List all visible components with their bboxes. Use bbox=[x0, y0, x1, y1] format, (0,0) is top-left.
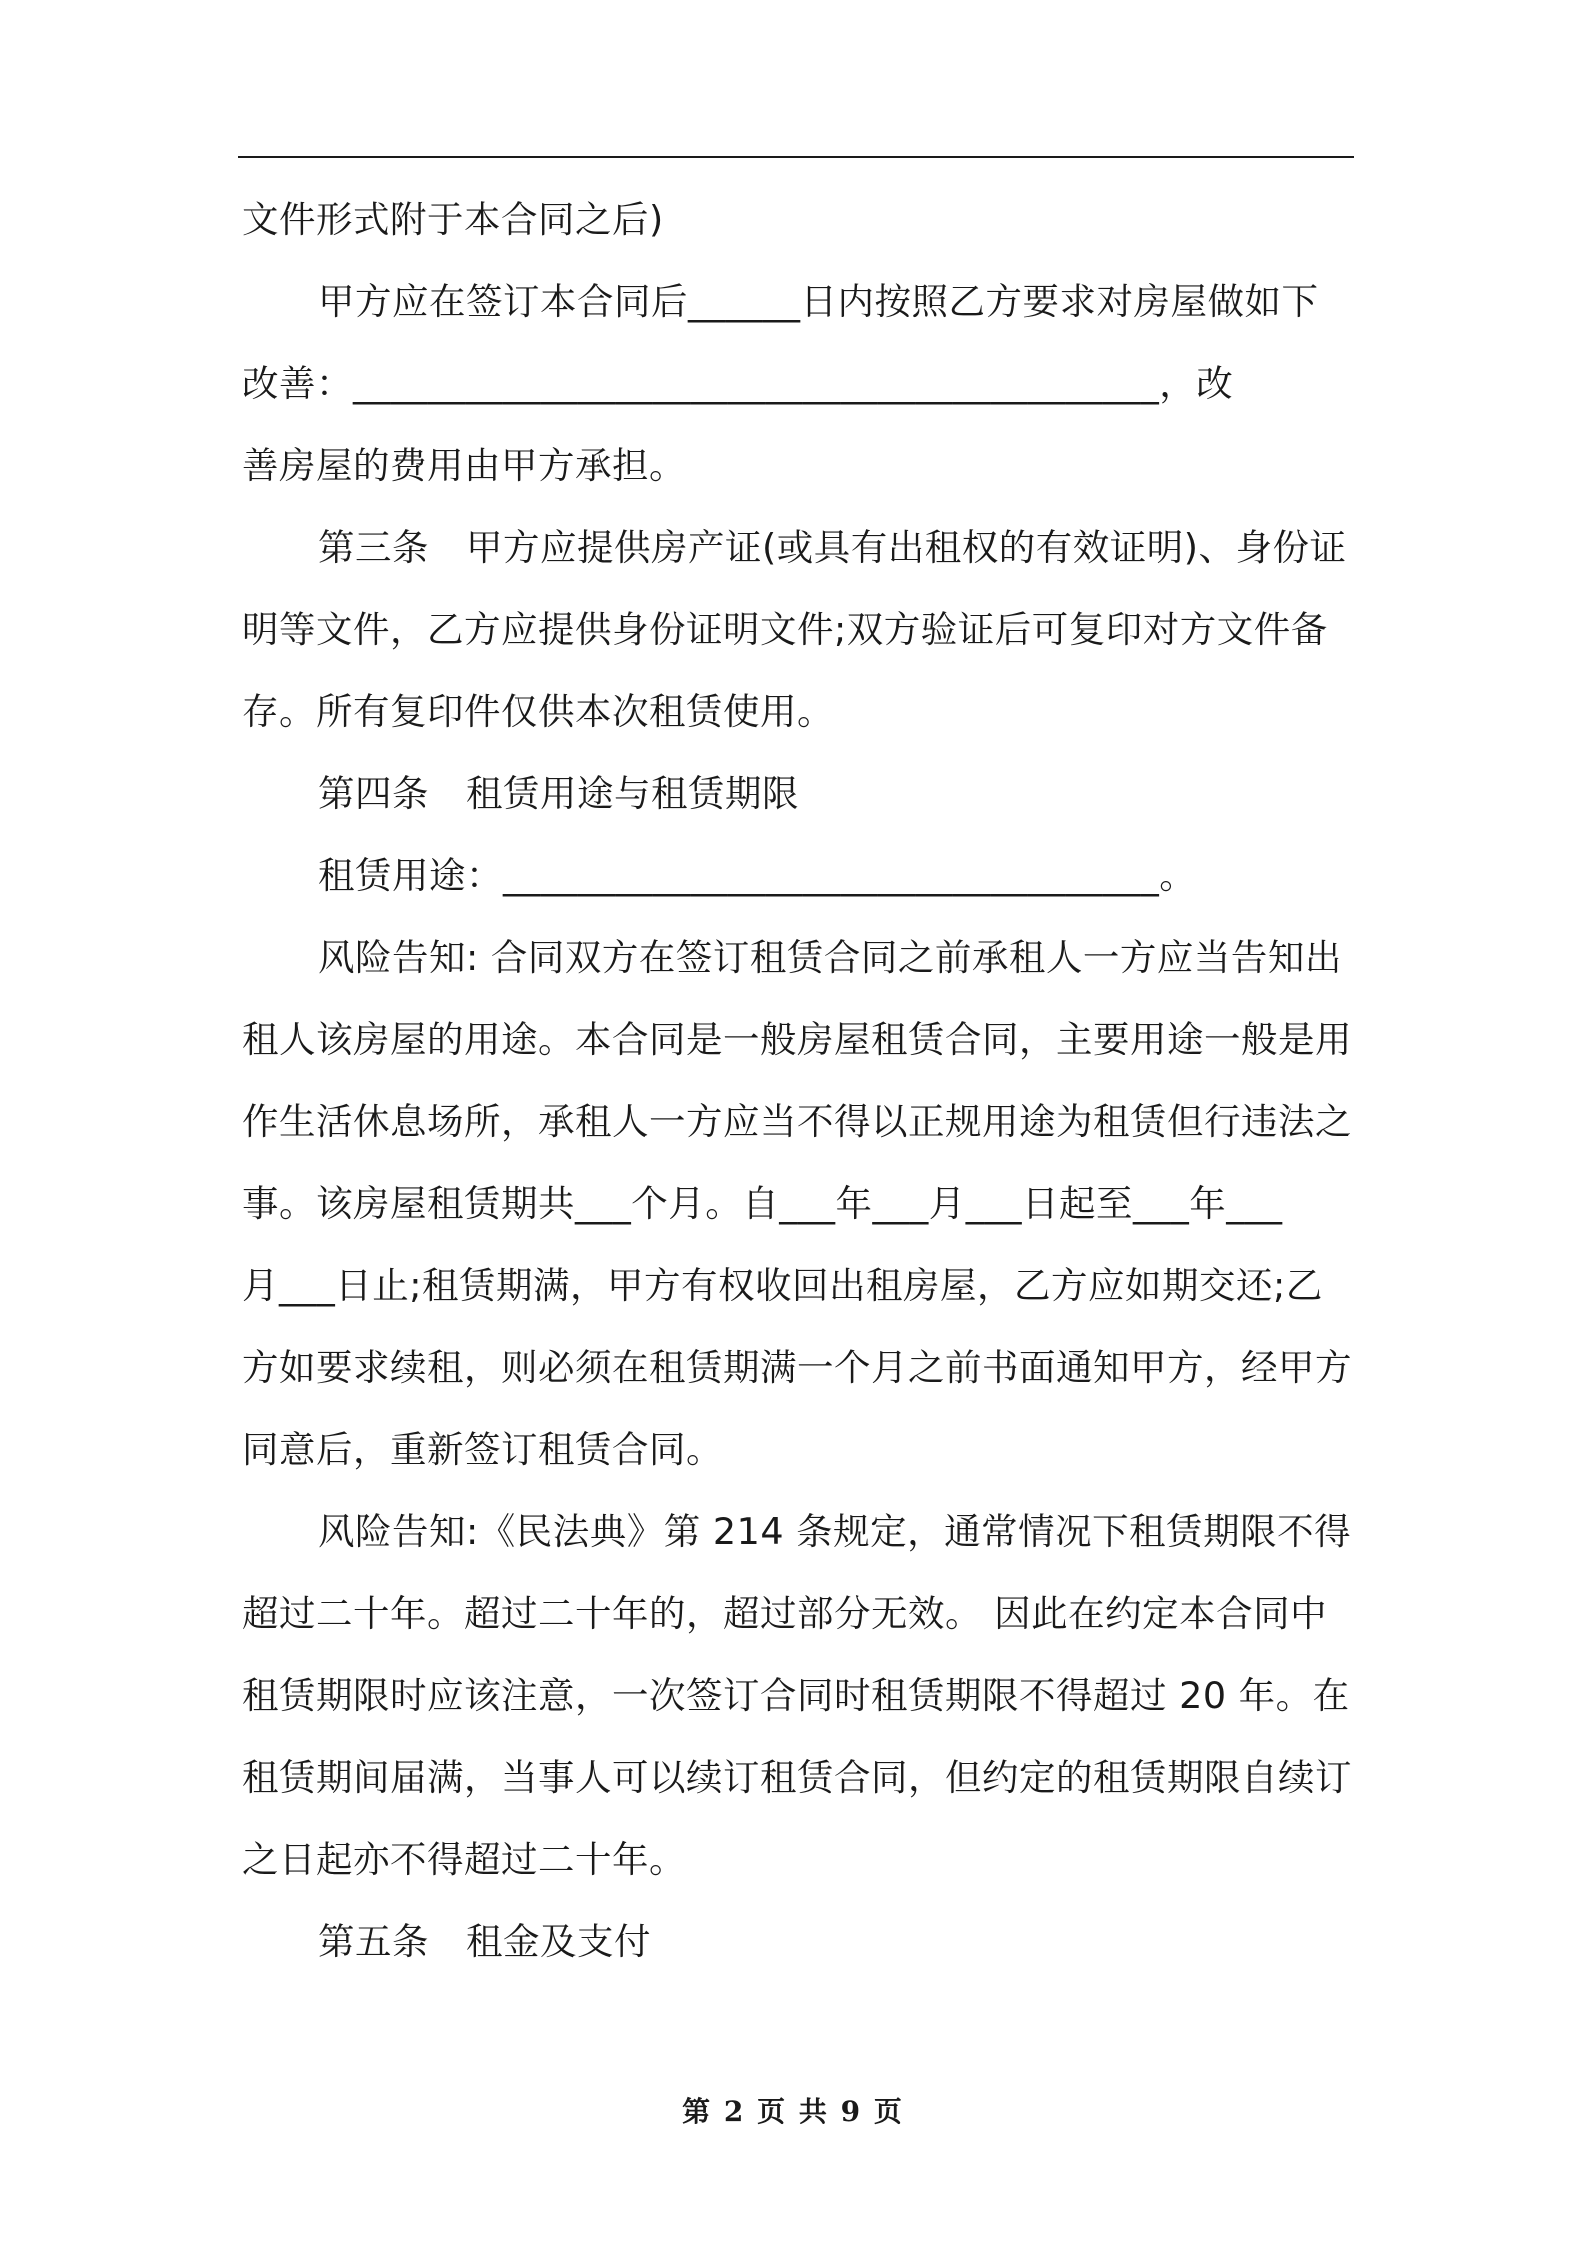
article-heading: 第三条 甲方应提供房产证(或具有出租权的有效证明)、身份证 bbox=[318, 526, 1347, 569]
text-line: 明等文件，乙方应提供身份证明文件;双方验证后可复印对方文件备 bbox=[242, 608, 1328, 651]
article-heading: 第四条 租赁用途与租赁期限 bbox=[318, 772, 799, 815]
text-line: 甲方应在签订本合同后______日内按照乙方要求对房屋做如下 bbox=[318, 280, 1319, 323]
page-number: 第 2 页 共 9 页 bbox=[682, 2095, 904, 2128]
text-line: 存。所有复印件仅供本次租赁使用。 bbox=[242, 690, 834, 733]
text-line: 之日起亦不得超过二十年。 bbox=[242, 1838, 686, 1881]
text-line: 文件形式附于本合同之后) bbox=[242, 198, 664, 241]
text-line: 租赁期间届满，当事人可以续订租赁合同，但约定的租赁期限自续订 bbox=[242, 1756, 1352, 1799]
text-line: 方如要求续租，则必须在租赁期满一个月之前书面通知甲方，经甲方 bbox=[242, 1346, 1352, 1389]
text-line: 风险告知: 合同双方在签订租赁合同之前承租人一方应当告知出 bbox=[318, 936, 1342, 979]
article-heading: 第五条 租金及支付 bbox=[318, 1920, 651, 1963]
text-line: 租赁用途：___________________________________。 bbox=[318, 854, 1197, 897]
text-line: 超过二十年。超过二十年的，超过部分无效。 因此在约定本合同中 bbox=[242, 1592, 1328, 1635]
header-rule bbox=[238, 156, 1354, 158]
text-line: 善房屋的费用由甲方承担。 bbox=[242, 444, 686, 487]
text-line: 改善：___________________________________________，改 bbox=[242, 362, 1234, 405]
text-line: 租赁期限时应该注意，一次签订合同时租赁期限不得超过 20 年。在 bbox=[242, 1674, 1350, 1717]
text-line: 同意后，重新签订租赁合同。 bbox=[242, 1428, 723, 1471]
text-line: 月___日止;租赁期满，甲方有权收回出租房屋，乙方应如期交还;乙 bbox=[242, 1264, 1323, 1307]
text-line: 作生活休息场所，承租人一方应当不得以正规用途为租赁但行违法之 bbox=[242, 1100, 1352, 1143]
text-line: 事。该房屋租赁期共___个月。自___年___月___日起至___年___ bbox=[242, 1182, 1283, 1225]
text-line: 风险告知:《民法典》第 214 条规定，通常情况下租赁期限不得 bbox=[318, 1510, 1352, 1553]
text-line: 租人该房屋的用途。本合同是一般房屋租赁合同，主要用途一般是用 bbox=[242, 1018, 1352, 1061]
